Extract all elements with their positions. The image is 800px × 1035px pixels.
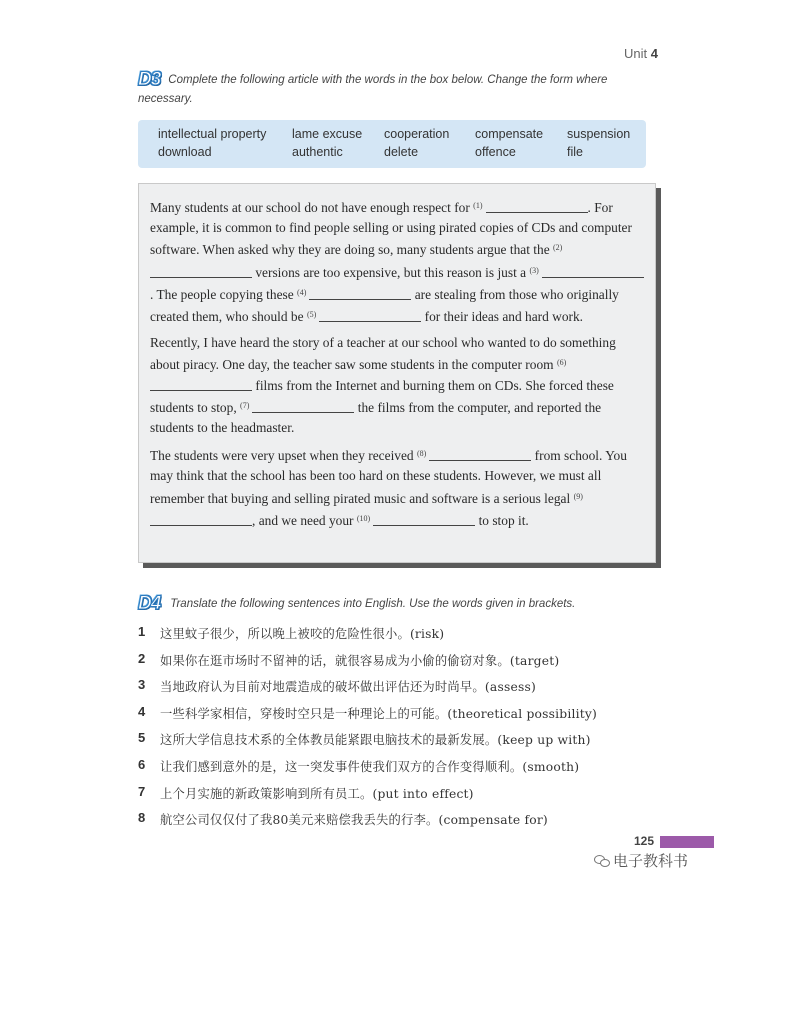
d4-instruction: Translate the following sentences into English. Use the words given in brackets. <box>170 598 576 610</box>
list-item <box>138 677 668 704</box>
word-box <box>138 120 646 168</box>
word-box-item: compensate <box>475 127 544 141</box>
item-text: 当地政府认为目前对地震造成的破坏做出评估还为时尚早。(assess) <box>160 680 536 695</box>
item-number: 8 <box>138 810 146 826</box>
item-text: 让我们感到意外的是，这一突发事件使我们双方的合作变得顺利。(smooth) <box>160 759 580 774</box>
article-paragraph-3: The students were very upset when they received $^{(8)}$ from school. You may think that the school has been too hard on these students. However, we must all remember that buying and selling pirated music and software is a serious legal $^{(9)}$, and we need your $^{(10)}$ to stop it. <box>150 448 627 528</box>
blank-number: (7) <box>240 400 250 410</box>
blank-number: (9) <box>573 491 583 501</box>
blank-4 <box>309 287 411 300</box>
item-text: 这里蚊子很少，所以晚上被咬的危险性很小。(risk) <box>160 627 445 641</box>
list-item <box>138 651 668 678</box>
blank-number: (4) <box>297 287 307 297</box>
list-item <box>138 730 668 757</box>
blank-7 <box>252 400 354 413</box>
list-item <box>138 757 668 784</box>
item-text: 航空公司仅仅付了我80美元来赔偿我丢失的行李。(compensate for) <box>160 813 548 828</box>
blank-number: (10) <box>356 513 371 523</box>
item-text: 如果你在逛市场时不留神的话，就很容易成为小偷的偷窃对象。(target) <box>160 653 560 668</box>
word-box-item: file <box>567 145 583 159</box>
word-box-item: cooperation <box>384 127 450 141</box>
word-box-item: suspension <box>567 127 631 141</box>
item-number: 3 <box>138 677 146 693</box>
blank-10 <box>373 513 475 526</box>
page-number: 125 <box>634 834 655 848</box>
blank-6 <box>150 378 252 391</box>
translation-list <box>138 624 668 837</box>
blank-number: (8) <box>416 449 427 459</box>
d3-instruction: Complete the following article with the words in the box below. Change the form where necessary. <box>138 74 608 105</box>
article-box <box>138 183 656 563</box>
word-box-item: offence <box>475 145 516 159</box>
article-paragraph-1: Many students at our school do not have enough respect for $^{(1)}$ . For example, it is common to find people selling or using pirated copies of CDs and computer software. When asked why they are doing so, many students argue that the $^{(2)}$ versions are too expensive, but this reason is just a $^{(3)}$. The people copying these $^{(4)}$ are stealing from those who originally created them, who should be $^{(5)}$ for their ideas and hard work. <box>150 196 645 327</box>
list-item <box>138 624 668 651</box>
blank-9 <box>150 513 252 526</box>
blank-number: (3) <box>529 265 539 275</box>
list-item <box>138 784 668 811</box>
blank-5 <box>319 309 421 322</box>
page-accent-bar <box>660 836 714 848</box>
blank-8 <box>429 448 531 461</box>
blank-number: (6) <box>556 358 567 368</box>
article-paragraph-2: Recently, I have heard the story of a teacher at our school who wanted to do something about piracy. One day, the teacher saw some students in the computer room $^{(6)}$ films from the Internet and burning them on CDs. She forced these students to stop, $^{(7)}$ the films from the computer, and reported the students to the headmaster. <box>150 335 616 436</box>
item-number: 6 <box>138 756 146 772</box>
d3-badge: D3 <box>138 69 161 90</box>
d4-badge: D4 <box>138 593 161 614</box>
item-number: 4 <box>138 703 146 719</box>
blank-number: (5) <box>306 310 317 320</box>
item-number: 5 <box>138 730 146 746</box>
blank-number: (1) <box>473 201 483 210</box>
item-number: 2 <box>138 650 146 666</box>
item-text: 这所大学信息技术系的全体教员能紧跟电脑技术的最新发展。(keep up with) <box>160 733 591 748</box>
d3-heading <box>138 70 658 108</box>
blank-number: (2) <box>553 243 563 253</box>
word-box-item: delete <box>384 145 419 159</box>
d4-heading <box>138 594 658 613</box>
word-box-item: lame excuse <box>292 127 363 141</box>
watermark-text: 电子教科书 <box>613 853 689 870</box>
item-text: 上个月实施的新政策影响到所有员工。(put into effect) <box>160 786 474 801</box>
word-box-item: authentic <box>292 145 343 159</box>
item-text: 一些科学家相信，穿梭时空只是一种理论上的可能。(theoretical possibility) <box>160 706 598 721</box>
blank-3 <box>542 265 644 278</box>
word-box-item: download <box>158 145 212 159</box>
watermark <box>594 850 688 871</box>
blank-1 <box>486 200 588 213</box>
item-number: 1 <box>138 624 146 639</box>
list-item <box>138 810 668 837</box>
unit-number: 4 <box>650 46 658 61</box>
unit-label: Unit 4 <box>624 46 658 61</box>
item-number: 7 <box>138 783 146 799</box>
word-box-item: intellectual property <box>158 127 267 141</box>
blank-2 <box>150 265 252 278</box>
list-item <box>138 704 668 731</box>
wechat-icon <box>594 855 610 867</box>
